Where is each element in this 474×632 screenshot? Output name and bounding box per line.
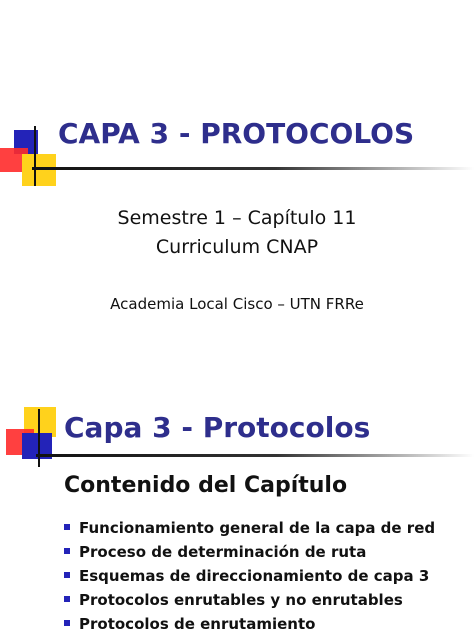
list-item: [62, 540, 435, 564]
section-heading: Contenido del Capítulo: [64, 473, 348, 498]
list-item: [62, 516, 435, 540]
yellow-square: [22, 154, 56, 186]
list-item: [62, 612, 435, 632]
list-item: [62, 588, 435, 612]
subtitle-curriculum: Curriculum CNAP: [155, 236, 319, 258]
vertical-line: [38, 409, 40, 467]
list-item: [62, 564, 435, 588]
colored-squares-logo-icon: [0, 407, 60, 467]
slide-title: CAPA 3 - PROTOCOLOS: [58, 117, 415, 150]
list-item-text: Proceso de determinación de ruta: [79, 543, 367, 561]
list-item-text: Esquemas de direccionamiento de capa 3: [79, 567, 430, 585]
colored-squares-logo-icon: [0, 126, 60, 186]
contents-slide: [0, 383, 474, 632]
square-bullet-icon: [64, 596, 70, 602]
list-item-text: Protocolos de enrutamiento: [79, 615, 316, 632]
title-underline: [32, 167, 474, 170]
square-bullet-icon: [64, 524, 70, 530]
subtitle-semester: Semestre 1 – Capítulo 11: [117, 207, 357, 229]
vertical-line: [34, 126, 36, 186]
list-item-text: Funcionamiento general de la capa de red: [79, 519, 436, 537]
square-bullet-icon: [64, 548, 70, 554]
slide-title: Capa 3 - Protocolos: [64, 411, 371, 444]
list-item-text: Protocolos enrutables y no enrutables: [79, 591, 403, 609]
square-bullet-icon: [64, 620, 70, 626]
subtitle-academy: Academia Local Cisco – UTN FRRe: [110, 295, 364, 313]
title-underline: [36, 454, 474, 457]
bullet-list: [62, 516, 435, 632]
square-bullet-icon: [64, 572, 70, 578]
